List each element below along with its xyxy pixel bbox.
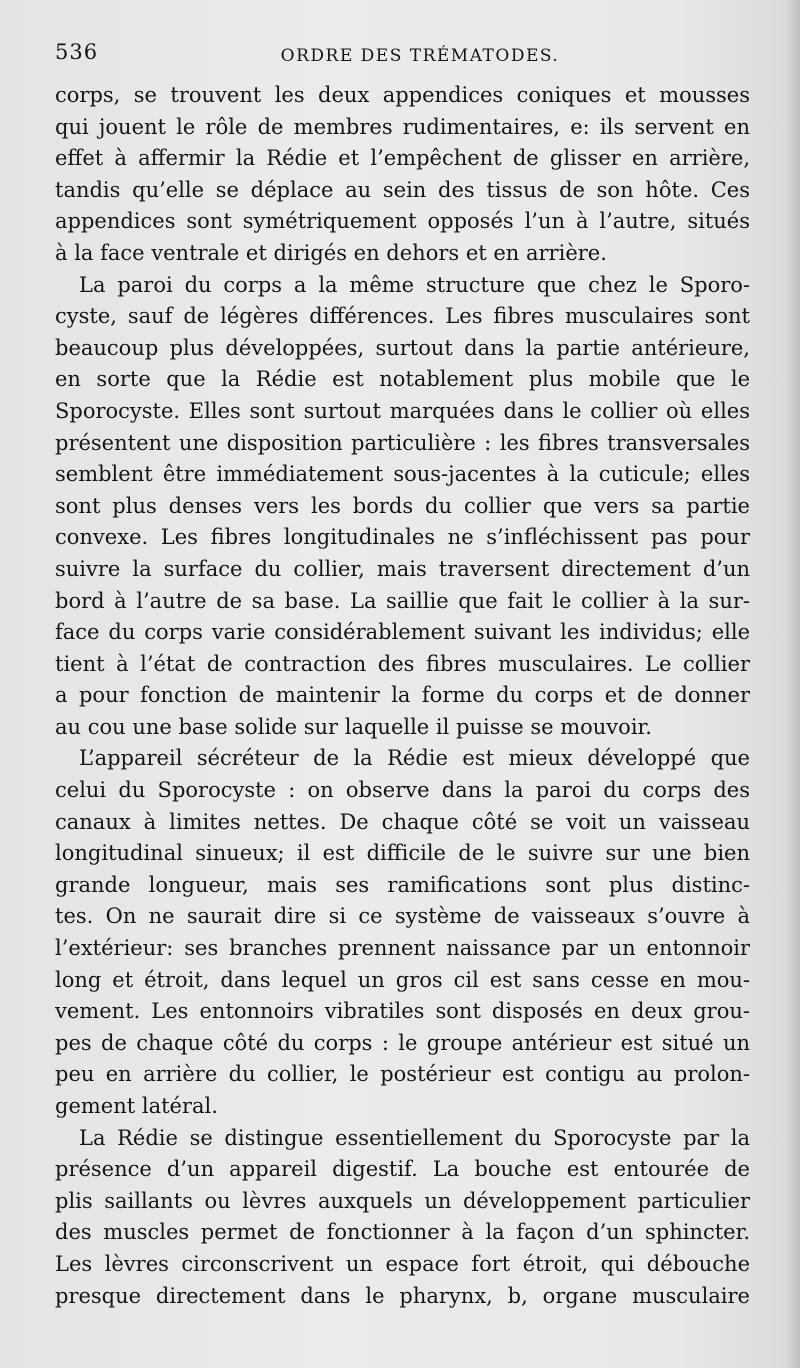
text-line: pes de chaque côté du corps : le groupe antérieur est situé un: [55, 1030, 750, 1055]
page-number: 536: [55, 40, 99, 64]
text-line: gement latéral.: [55, 1094, 218, 1118]
running-title: ORDRE DES TRÉMATODES.: [280, 46, 560, 66]
text-line: long et étroit, dans lequel un gros cil est sans cesse en mou-: [55, 967, 750, 992]
text-line: canaux à limites nettes. De chaque côté se voit un vaisseau: [55, 809, 750, 834]
body-text: [55, 80, 750, 1312]
text-line: corps, se trouvent les deux appendices coniques et mousses: [55, 83, 750, 107]
text-line: convexe. Les fibres longitudinales ne s’infléchissent pas pour: [55, 525, 750, 550]
text-line: tes. On ne saurait dire si ce système de vaisseaux s’ouvre à: [55, 904, 750, 929]
text-line: suivre la surface du collier, mais traversent directement d’un: [55, 556, 750, 581]
text-line: grande longueur, mais ses ramifications sont plus distinc-: [55, 872, 750, 897]
text-line: tandis qu’elle se déplace au sein des tissus de son hôte. Ces: [55, 177, 750, 202]
text-line: longitudinal sinueux; il est difficile de le suivre sur une bien: [55, 841, 750, 866]
text-line: sont plus denses vers les bords du collier que vers sa partie: [55, 493, 750, 518]
text-line: tient à l’état de contraction des fibres musculaires. Le collier: [55, 651, 750, 676]
text-line: cyste, sauf de légères différences. Les fibres musculaires sont: [55, 304, 750, 329]
text-line: en sorte que la Rédie est notablement plus mobile que le: [55, 367, 750, 392]
text-line: a pour fonction de maintenir la forme du corps et de donner: [55, 683, 750, 708]
text-line: à la face ventrale et dirigés en dehors et en arrière.: [55, 240, 607, 265]
text-line: La Rédie se distingue essentiellement du Sporocyste par la: [79, 1125, 750, 1150]
text-line: Sporocyste. Elles sont surtout marquées dans le collier où elles: [55, 398, 750, 423]
text-line: bord à l’autre de sa base. La saillie que fait le collier à la sur-: [55, 588, 750, 613]
text-line: appendices sont symétriquement opposés l’un à l’autre, situés: [55, 209, 750, 234]
text-line: Les lèvres circonscrivent un espace fort étroit, qui débouche: [55, 1251, 750, 1276]
text-line: La paroi du corps a la même structure que chez le Sporo-: [79, 272, 750, 297]
text-line: l’extérieur: ses branches prennent naissance par un entonnoir: [55, 936, 750, 961]
text-line: semblent être immédiatement sous-jacentes à la cuticule; elles: [55, 462, 750, 487]
page-edge-shadow: [786, 0, 800, 1368]
text-line: face du corps varie considérablement suivant les individus; elle: [55, 620, 750, 645]
text-line: effet à affermir la Rédie et l’empêchent de glisser en arrière,: [55, 146, 750, 171]
text-line: des muscles permet de fonctionner à la façon d’un sphincter.: [55, 1220, 750, 1245]
text-line: plis saillants ou lèvres auxquels un développement particulier: [55, 1188, 750, 1213]
text-line: peu en arrière du collier, le postérieur est contigu au prolon-: [55, 1062, 750, 1087]
text-line: beaucoup plus développées, surtout dans la partie antérieure,: [55, 335, 750, 360]
text-line: qui jouent le rôle de membres rudimentaires, e: ils servent en: [55, 114, 750, 139]
text-line: presque directement dans le pharynx, b, organe musculaire: [55, 1283, 750, 1308]
text-line: au cou une base solide sur laquelle il puisse se mouvoir.: [55, 714, 652, 739]
page-header: [55, 40, 755, 70]
text-line: L’appareil sécréteur de la Rédie est mieux développé que: [79, 746, 750, 771]
text-line: vement. Les entonnoirs vibratiles sont disposés en deux grou-: [55, 999, 750, 1024]
text-line: présentent une disposition particulière : les fibres transversales: [55, 430, 750, 455]
text-line: présence d’un appareil digestif. La bouche est entourée de: [55, 1157, 750, 1182]
text-line: celui du Sporocyste : on observe dans la paroi du corps des: [55, 778, 750, 803]
